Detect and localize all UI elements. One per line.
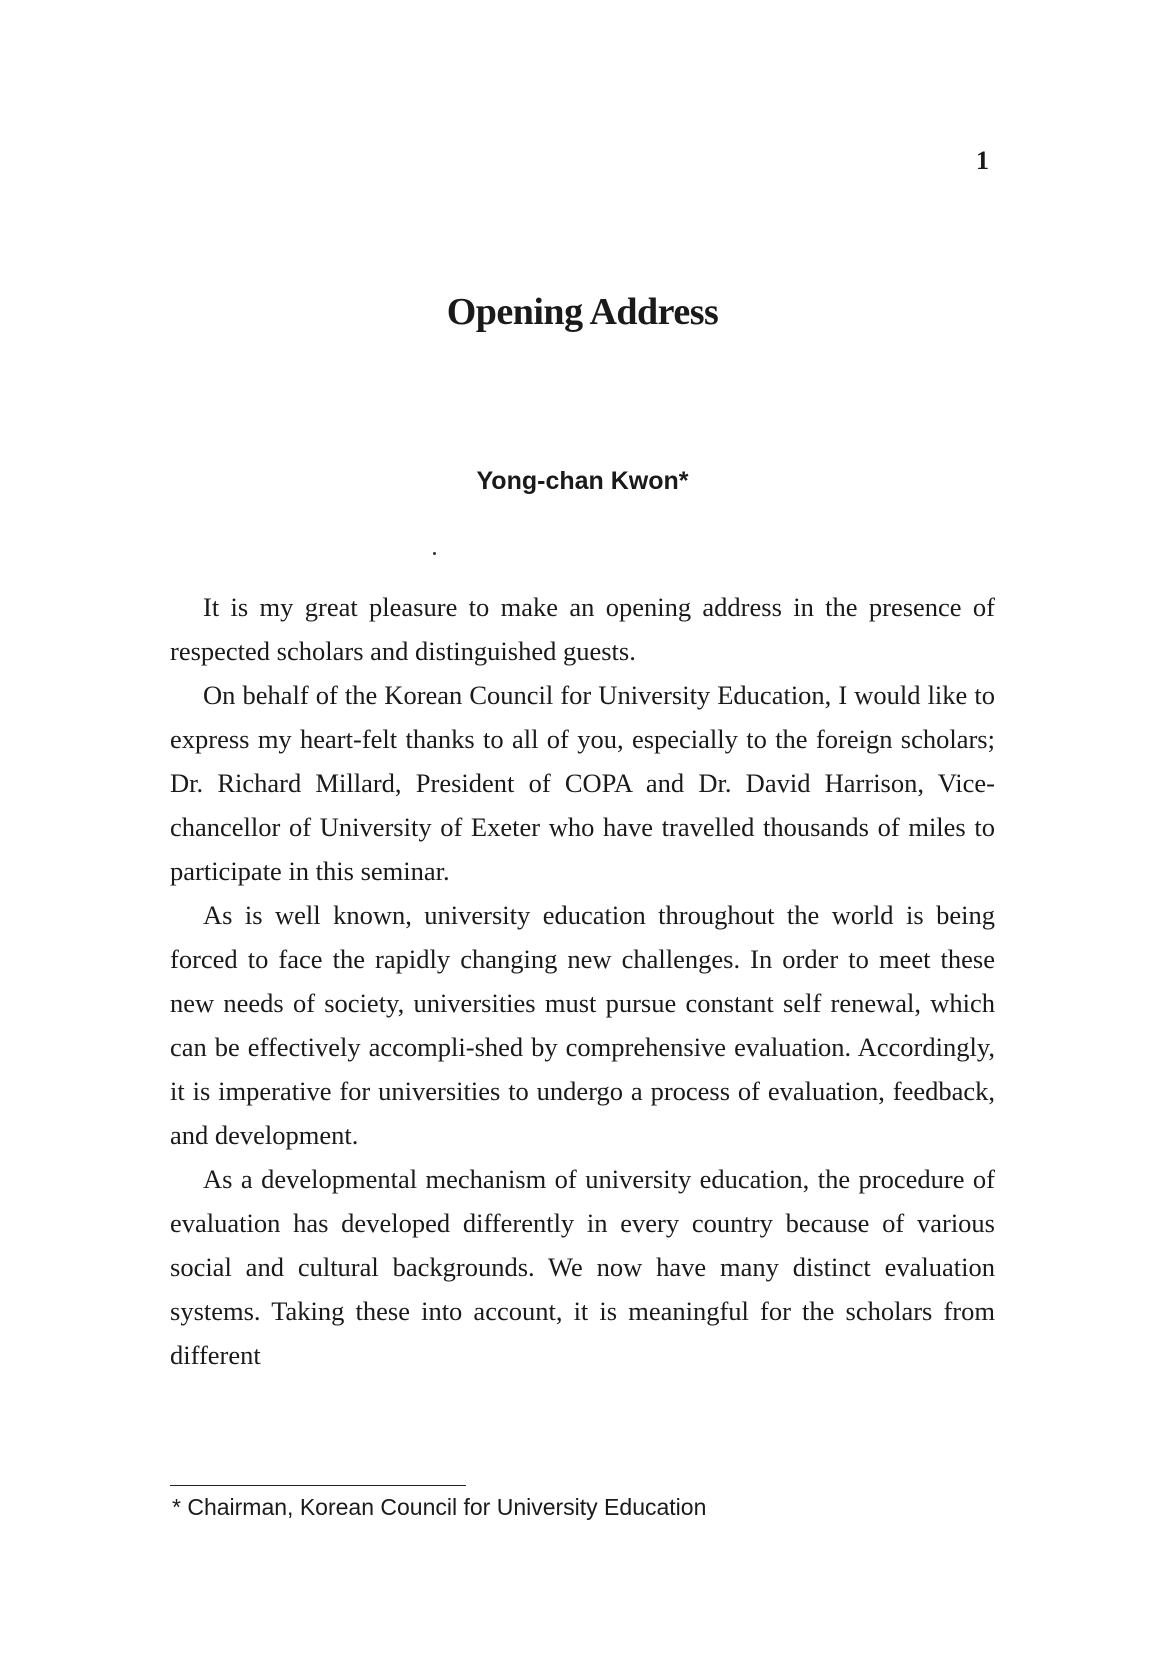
page-number: 1 xyxy=(976,146,989,175)
footnote: * Chairman, Korean Council for University Education xyxy=(172,1494,707,1520)
page-title: Opening Address xyxy=(446,291,719,333)
body-text xyxy=(170,585,995,1377)
author-name: Yong-chan Kwon* xyxy=(476,467,689,495)
paragraph-1: It is my great pleasure to make an opening address in the presence of respected scholars and distinguished guests. xyxy=(170,592,995,666)
footnote-divider xyxy=(170,1485,466,1486)
stray-dot-mark xyxy=(433,552,436,555)
paragraph-3: As is well known, university education throughout the world is being forced to face the rapidly changing new challenges. In order to meet these new needs of society, universities must pursue constant self renewal, which can be effectively accompli-shed by comprehensive evaluation. Accordingly, it is imperative for universities to undergo a process of evaluation, feedback, and development. xyxy=(170,900,995,1150)
paragraph-2: On behalf of the Korean Council for University Education, I would like to express my heart-felt thanks to all of you, especially to the foreign scholars; Dr. Richard Millard, President of COPA and Dr. David Harrison, Vice-chancellor of University of Exeter who have travelled thousands of miles to participate in this seminar. xyxy=(170,680,995,886)
paragraph-4: As a developmental mechanism of university education, the procedure of evaluation has developed differently in every country because of various social and cultural backgrounds. We now have many distinct evaluation systems. Taking these into account, it is meaningful for the scholars from different xyxy=(170,1164,995,1370)
